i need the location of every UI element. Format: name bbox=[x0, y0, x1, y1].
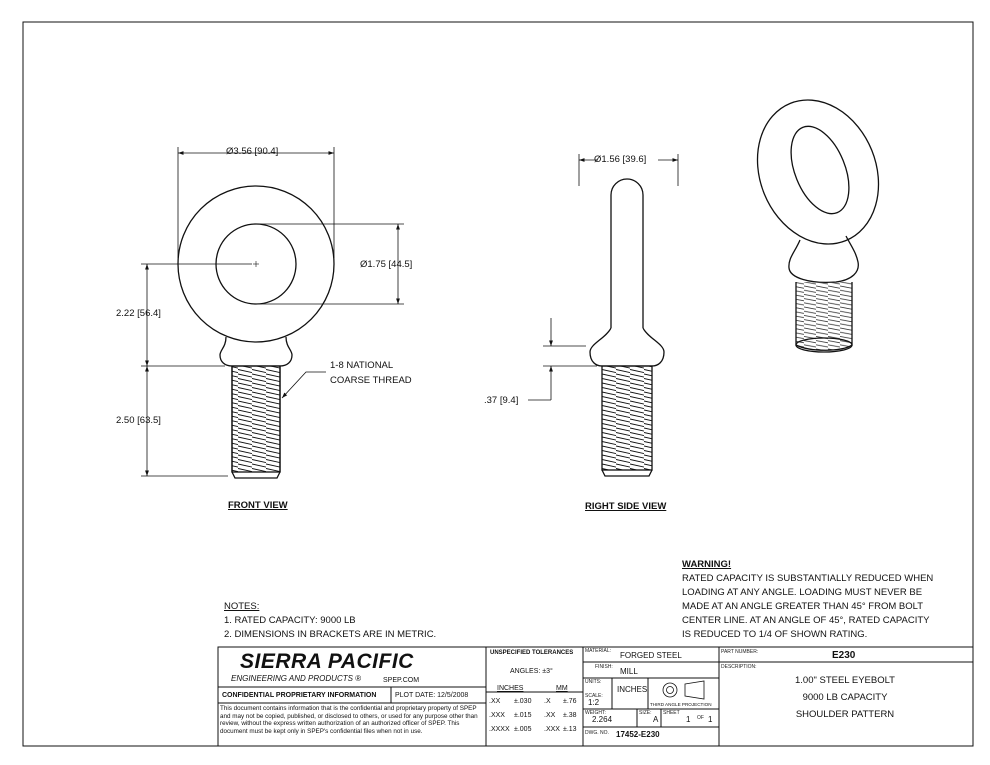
note-item: 1. RATED CAPACITY: 9000 LB bbox=[224, 615, 356, 626]
tolerance-inch-value: ±.005 bbox=[514, 726, 532, 733]
confidential-notice: This document contains information that is the confidential and proprietary property of SPEP and may not be copied, published, or disclosed to others, or used for any purpose other than review, without the express written authorization of an authorized officer of SPEP. This document must be kept only in SPEP's confidential files when not in use. bbox=[220, 705, 478, 735]
front-view-drawing bbox=[178, 186, 334, 478]
side-view-dimensions bbox=[528, 154, 678, 400]
of-label: OF bbox=[697, 715, 704, 721]
side-shoulder bbox=[590, 328, 664, 366]
tolerance-mm-key: .XXX bbox=[544, 726, 560, 733]
iso-eye-inner bbox=[780, 118, 861, 222]
material-label: MATERIAL: bbox=[585, 648, 612, 654]
scale-label: SCALE: bbox=[585, 693, 603, 699]
notes-heading: NOTES: bbox=[224, 601, 260, 612]
third-angle-projection-icon bbox=[663, 681, 704, 699]
tolerance-mm-heading: MM bbox=[556, 685, 568, 692]
tolerance-mm-key: .X bbox=[544, 698, 551, 705]
tolerance-inches-heading: INCHES bbox=[497, 685, 524, 692]
front-thread bbox=[232, 366, 280, 472]
description-line: SHOULDER PATTERN bbox=[795, 709, 895, 720]
description-label: DESCRIPTION: bbox=[721, 664, 757, 670]
tolerance-inch-key: .XX bbox=[489, 698, 501, 705]
tolerance-inch-value: ±.030 bbox=[514, 698, 532, 705]
company-subtitle: ENGINEERING AND PRODUCTS ® bbox=[231, 674, 362, 683]
warning-line: LOADING AT ANY ANGLE. LOADING MUST NEVER BE bbox=[682, 587, 923, 598]
sheet-value: 1 bbox=[686, 715, 691, 724]
part-number: E230 bbox=[832, 650, 856, 661]
warning-line: IS REDUCED TO 1/4 OF SHOWN RATING. bbox=[682, 629, 868, 640]
company-website: SPEP.COM bbox=[383, 677, 420, 684]
front-id-dimension: Ø1.75 [44.5] bbox=[360, 259, 413, 270]
size-value: A bbox=[653, 715, 659, 724]
confidential-heading: CONFIDENTIAL PROPRIETARY INFORMATION bbox=[222, 692, 377, 699]
warning-line: RATED CAPACITY IS SUBSTANTIALLY REDUCED WHEN bbox=[682, 573, 934, 584]
warning-heading: WARNING! bbox=[682, 559, 732, 570]
iso-eye-outer bbox=[737, 82, 900, 263]
projection-label: THIRD ANGLE PROJECTION bbox=[650, 702, 712, 707]
sheet-total: 1 bbox=[708, 715, 713, 724]
side-shoulder-dimension: .37 [9.4] bbox=[484, 395, 519, 406]
company-logo-text: SIERRA PACIFIC bbox=[240, 650, 414, 673]
right-side-view-label: RIGHT SIDE VIEW bbox=[585, 501, 667, 512]
scale-value: 1:2 bbox=[588, 698, 600, 707]
front-od-dimension: Ø3.56 [90.4] bbox=[226, 146, 279, 157]
plot-date: PLOT DATE: 12/5/2008 bbox=[395, 692, 469, 699]
units-value: INCHES bbox=[617, 685, 648, 694]
weight-label: WEIGHT: bbox=[585, 710, 606, 716]
material-value: FORGED STEEL bbox=[620, 651, 682, 660]
tolerances-heading: UNSPECIFIED TOLERANCES bbox=[490, 650, 574, 656]
description-line: 1.00" STEEL EYEBOLT bbox=[794, 675, 895, 686]
thread-callout-line-1: 1-8 NATIONAL bbox=[330, 360, 394, 371]
tolerance-mm-value: ±.76 bbox=[563, 698, 577, 705]
side-width-dimension: Ø1.56 [39.6] bbox=[594, 154, 647, 165]
finish-label: FINISH: bbox=[595, 664, 613, 670]
warning-line: MADE AT AN ANGLE GREATER THAN 45° FROM BOLT bbox=[682, 601, 924, 612]
drawing-number-label: DWG. NO. bbox=[585, 730, 609, 736]
tolerance-mm-key: .XX bbox=[544, 712, 556, 719]
weight-value: 2.264 bbox=[592, 715, 613, 724]
note-item: 2. DIMENSIONS IN BRACKETS ARE IN METRIC. bbox=[224, 629, 437, 640]
registered-mark: ® bbox=[355, 674, 362, 683]
side-view-drawing bbox=[590, 179, 664, 476]
isometric-view bbox=[737, 82, 900, 352]
sheet-label: SHEET bbox=[663, 710, 680, 716]
side-thread bbox=[602, 366, 652, 470]
tolerance-mm-value: ±.38 bbox=[563, 712, 577, 719]
tolerance-inch-key: .XXXX bbox=[489, 726, 510, 733]
tolerance-inch-value: ±.015 bbox=[514, 712, 532, 719]
part-number-label: PART NUMBER: bbox=[721, 649, 759, 655]
finish-value: MILL bbox=[620, 667, 638, 676]
size-label: SIZE: bbox=[639, 710, 652, 716]
tolerance-inch-key: .XXX bbox=[489, 712, 505, 719]
front-thread-length-dimension: 2.50 [63.5] bbox=[116, 415, 161, 426]
units-label: UNITS: bbox=[585, 679, 602, 685]
warning-line: CENTER LINE. AT AN ANGLE OF 45°, RATED CAPACITY bbox=[682, 615, 930, 626]
front-view-label: FRONT VIEW bbox=[228, 500, 288, 511]
side-shank bbox=[611, 179, 643, 328]
front-height-dimension: 2.22 [56.4] bbox=[116, 308, 161, 319]
tolerance-mm-value: ±.13 bbox=[563, 726, 577, 733]
thread-callout-line-2: COARSE THREAD bbox=[330, 375, 412, 386]
tolerance-angles: ANGLES: ±3° bbox=[510, 668, 553, 675]
description-line: 9000 LB CAPACITY bbox=[802, 692, 888, 703]
drawing-number: 17452-E230 bbox=[616, 730, 660, 739]
